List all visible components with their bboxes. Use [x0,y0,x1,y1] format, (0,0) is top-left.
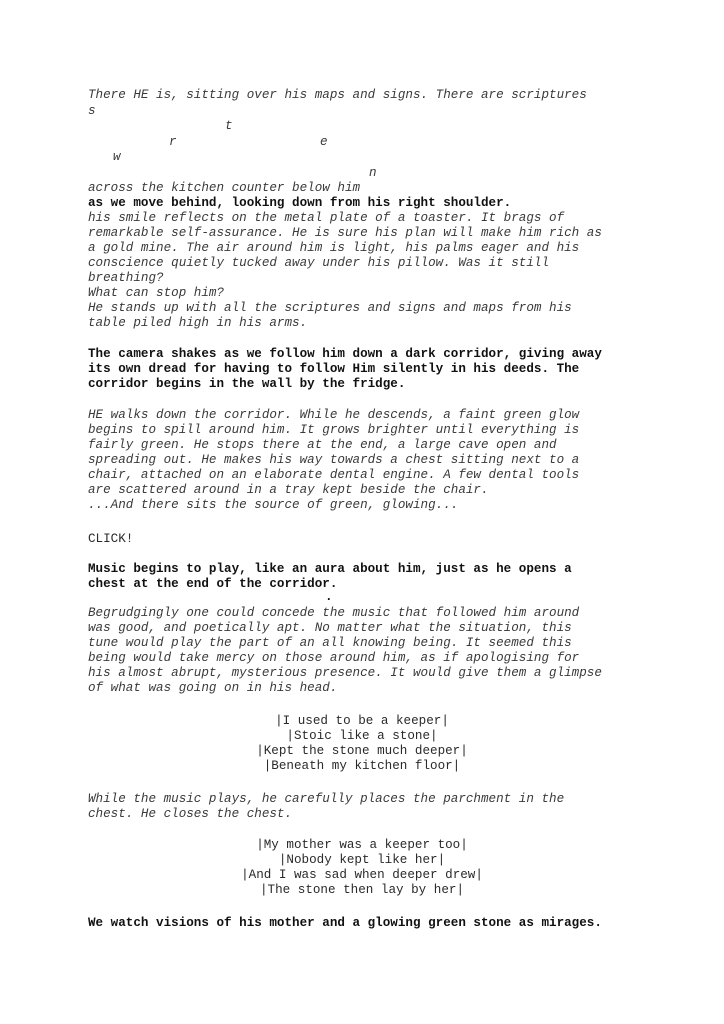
description-3-line: his almost abrupt, mysterious presence. It would give them a glimpse [88,666,602,680]
description-4-line: While the music plays, he carefully places the parchment in the [88,792,565,806]
description-2-line: ...And there sits the source of green, glowing... [88,498,459,512]
lyric-line: |Nobody kept like her| [278,853,446,867]
lyric-line: |And I was sad when deeper drew| [241,868,483,882]
action-2-line: its own dread for having to follow Him silently in his deeds. The [88,362,580,376]
description-3-line: was good, and poetically apt. No matter what the situation, this [88,621,572,635]
description-3-line: of what was going on in his head. [88,681,338,695]
action-4-line: We watch visions of his mother and a glowing green stone as mirages. [88,916,602,930]
description-1-line: table piled high in his arms. [88,316,308,330]
description-1-line: What can stop him? [88,286,225,300]
scatter-letter-t: t [225,119,233,133]
action-2-line: corridor begins in the wall by the fridge. [88,377,406,391]
description-2-line: chair, attached on an elaborate dental engine. A few dental tools [88,468,580,482]
description-3-line: tune would play the part of an all knowing being. It seemed this [88,636,572,650]
lyric-line: |The stone then lay by her| [259,883,465,897]
opening-line-1: There HE is, sitting over his maps and signs. There are scriptures [88,88,587,102]
description-1-line: conscience quietly tucked away under his pillow. Was it still [88,256,550,270]
scatter-letter-e: e [320,135,328,149]
action-2-line: The camera shakes as we follow him down a dark corridor, giving away [88,347,602,361]
description-2-line: spreading out. He makes his way towards a chest sitting next to a [88,453,580,467]
description-2-line: are scattered around in a tray kept beside the chair. [88,483,489,497]
description-4-line: chest. He closes the chest. [88,807,293,821]
description-3-line: Begrudgingly one could concede the music that followed him around [88,606,580,620]
description-2-line: begins to spill around him. It grows brighter until everything is [88,423,580,437]
scatter-letter-r: r [169,135,177,149]
sound-cue: CLICK! [88,532,134,546]
description-1-line: a gold mine. The air around him is light, his palms eager and his [88,241,580,255]
lyric-line: |Stoic like a stone| [286,729,438,743]
lyric-line: |I used to be a keeper| [275,714,449,728]
action-line-1: as we move behind, looking down from his right shoulder. [88,196,512,210]
action-3-line: chest at the end of the corridor. [88,577,338,591]
opening-line-2: across the kitchen counter below him [88,181,361,195]
description-3-line: being would take mercy on those around him, as if apologising for [88,651,580,665]
scatter-letter-s: s [88,104,96,118]
stray-dot: . [325,590,333,604]
lyric-line: |My mother was a keeper too| [256,838,468,852]
action-3-line: Music begins to play, like an aura about him, just as he opens a [88,562,572,576]
description-2-line: HE walks down the corridor. While he descends, a faint green glow [88,408,580,422]
description-2-line: fairly green. He stops there at the end, a large cave open and [88,438,557,452]
scatter-letter-n: n [369,166,377,180]
lyric-line: |Beneath my kitchen floor| [263,759,461,773]
description-1-line: He stands up with all the scriptures and signs and maps from his [88,301,572,315]
description-1-line: breathing? [88,271,164,285]
description-1-line: his smile reflects on the metal plate of a toaster. It brags of [88,211,565,225]
description-1-line: remarkable self-assurance. He is sure his plan will make him rich as [88,226,602,240]
lyric-line: |Kept the stone much deeper| [256,744,468,758]
scatter-letter-w: w [113,150,121,164]
